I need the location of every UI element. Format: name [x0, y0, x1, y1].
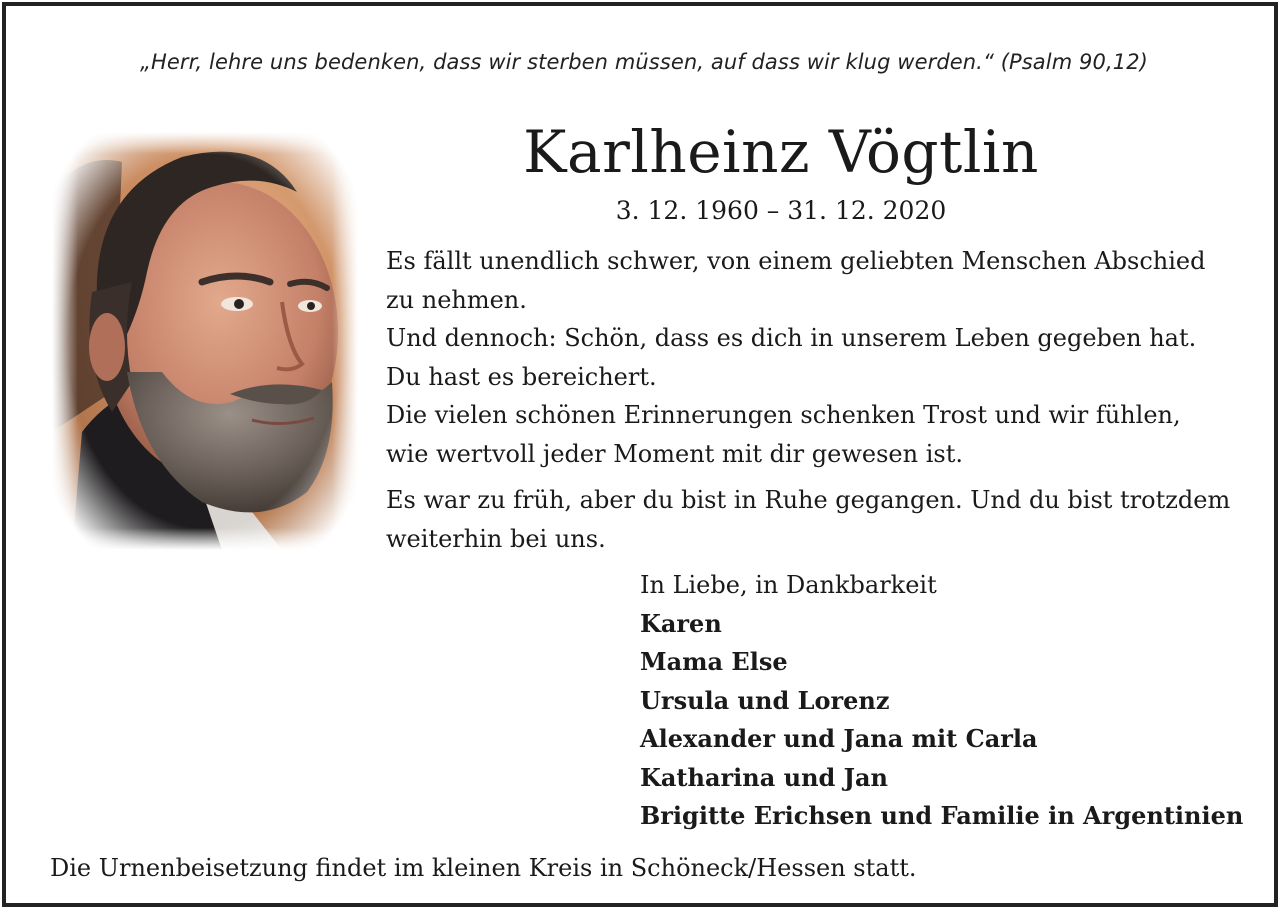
deceased-name: Karlheinz Vögtlin — [523, 118, 1039, 186]
memorial-message — [386, 242, 1266, 558]
life-dates: 3. 12. 1960 – 31. 12. 2020 — [615, 196, 947, 225]
signer-name: Katharina und Jan — [640, 762, 889, 792]
closing-line: weiterhin bei uns. — [386, 524, 606, 553]
message-line: zu nehmen. — [386, 285, 527, 314]
signoff-block — [640, 566, 1260, 836]
message-line: Die vielen schönen Erinnerungen schenken Trost und wir fühlen, — [386, 401, 1181, 429]
signer-name: Brigitte Erichsen und Familie in Argentinien — [640, 801, 1244, 830]
closing-line: Es war zu früh, aber du bist in Ruhe gegangen. Und du bist trotzdem — [386, 486, 1231, 514]
signer-name: Ursula und Lorenz — [640, 685, 890, 715]
obituary-frame — [2, 2, 1278, 907]
message-line: wie wertvoll jeder Moment mit dir gewesen ist. — [386, 439, 963, 468]
psalm-quote: „Herr, lehre uns bedenken, dass wir sterben müssen, auf dass wir klug werden.“ (Psalm 90,12) — [140, 50, 1148, 74]
signer-name: Alexander und Jana mit Carla — [640, 724, 1038, 753]
signoff-intro: In Liebe, in Dankbarkeit — [640, 571, 937, 599]
message-line: Du hast es bereichert. — [386, 362, 657, 391]
signer-name: Karen — [640, 608, 722, 638]
portrait-photo — [52, 132, 358, 550]
message-line: Es fällt unendlich schwer, von einem geliebten Menschen Abschied — [386, 247, 1206, 275]
burial-notice: Die Urnenbeisetzung findet im kleinen Kreis in Schöneck/Hessen statt. — [50, 854, 917, 882]
signer-name: Mama Else — [640, 647, 788, 676]
message-line: Und dennoch: Schön, dass es dich in unserem Leben gegeben hat. — [386, 324, 1197, 352]
